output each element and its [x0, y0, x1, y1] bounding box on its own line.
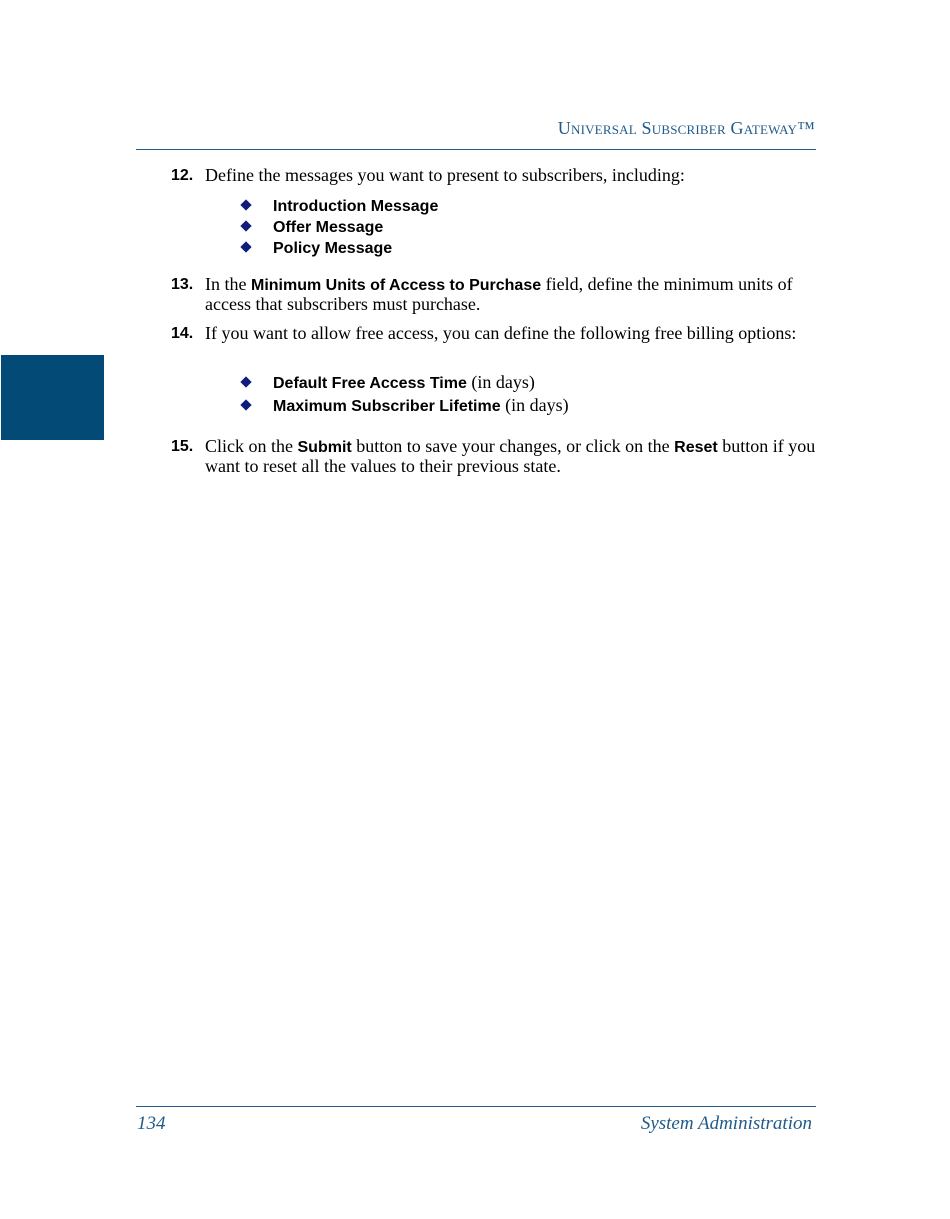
list-item-label: Policy Message	[273, 240, 393, 257]
header-rule	[136, 149, 816, 150]
field-name: Minimum Units of Access to Purchase	[250, 277, 542, 294]
chapter-side-tab	[1, 355, 104, 440]
list-item: Default Free Access Time (in days)	[240, 372, 800, 395]
running-header-title: Universal Subscriber Gateway™	[557, 118, 815, 138]
list-item: Maximum Subscriber Lifetime (in days)	[240, 395, 800, 416]
list-item-label: Offer Message	[273, 219, 384, 236]
page-number: 134	[137, 1113, 166, 1134]
message-list	[240, 195, 800, 258]
diamond-bullet-icon	[240, 199, 251, 210]
submit-label: Submit	[297, 439, 352, 456]
diamond-bullet-icon	[240, 241, 251, 252]
list-item	[240, 195, 800, 216]
step-text: Define the messages you want to present to subscribers, including:	[205, 165, 685, 185]
reset-label: Reset	[674, 439, 718, 456]
footer-section-title: System Administration	[640, 1113, 812, 1134]
list-item	[240, 216, 800, 237]
step-number: 14.	[171, 325, 194, 342]
list-item-label: Maximum Subscriber Lifetime	[273, 398, 501, 415]
billing-options-list	[240, 372, 800, 416]
footer-rule	[136, 1106, 816, 1107]
step-text: In the Minimum Units of Access to Purchase field, define the minimum units of access that subscribers must purchase.	[205, 274, 793, 314]
step-number: 13.	[171, 276, 194, 293]
step-number: 15.	[171, 438, 194, 455]
list-item	[240, 237, 800, 258]
diamond-bullet-icon	[240, 376, 251, 387]
diamond-bullet-icon	[240, 220, 251, 231]
step-text: If you want to allow free access, you can define the following free billing options:	[205, 323, 797, 343]
list-item-label: Default Free Access Time	[273, 375, 467, 392]
step-number: 12.	[171, 167, 194, 184]
diamond-bullet-icon	[240, 399, 251, 410]
step-text: Click on the Submit button to save your changes, or click on the Reset button if you want to reset all the values to their previous state.	[205, 436, 816, 476]
list-item-label: Introduction Message	[273, 198, 439, 215]
